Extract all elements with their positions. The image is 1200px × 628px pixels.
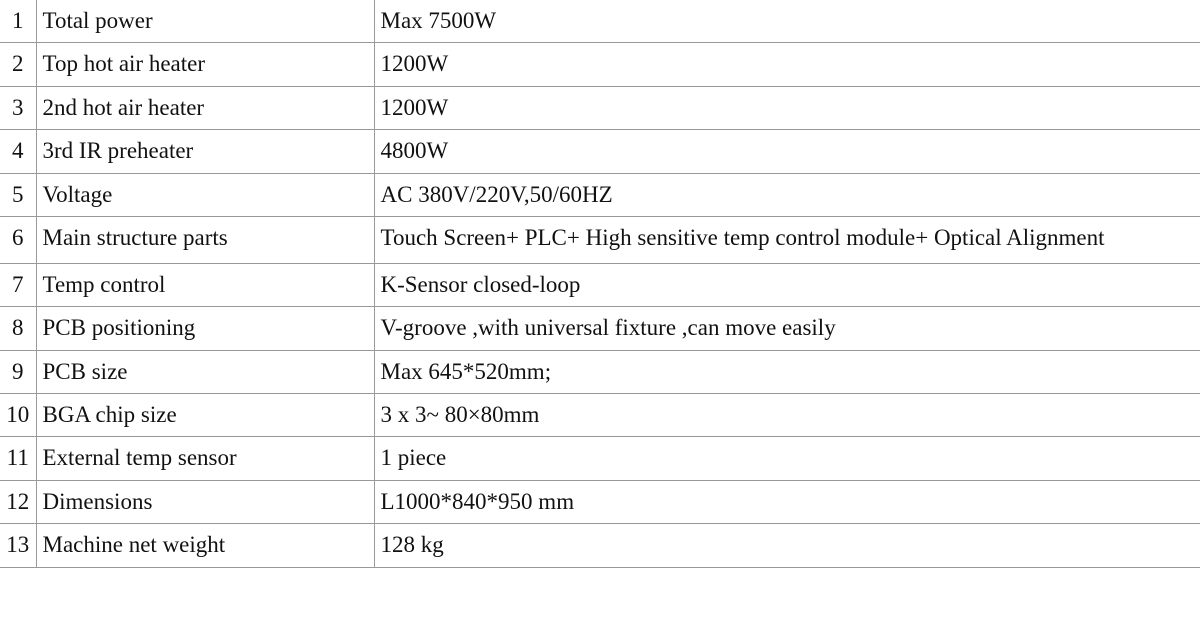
row-parameter: Temp control — [36, 263, 374, 306]
row-index: 13 — [0, 524, 36, 567]
row-value: 128 kg — [374, 524, 1200, 567]
row-value: 1200W — [374, 43, 1200, 86]
row-value: 1200W — [374, 86, 1200, 129]
row-parameter: Machine net weight — [36, 524, 374, 567]
table-row — [0, 437, 1200, 480]
row-value: 4800W — [374, 130, 1200, 173]
table-row — [0, 217, 1200, 263]
row-value: 3 x 3~ 80×80mm — [374, 393, 1200, 436]
table-row — [0, 393, 1200, 436]
row-index: 5 — [0, 173, 36, 216]
row-parameter: Total power — [36, 0, 374, 43]
row-index: 4 — [0, 130, 36, 173]
table-row — [0, 524, 1200, 567]
row-parameter: 3rd IR preheater — [36, 130, 374, 173]
row-parameter: BGA chip size — [36, 393, 374, 436]
row-parameter: 2nd hot air heater — [36, 86, 374, 129]
row-index: 3 — [0, 86, 36, 129]
row-value: Max 7500W — [374, 0, 1200, 43]
table-row — [0, 173, 1200, 216]
row-index: 12 — [0, 480, 36, 523]
row-index: 8 — [0, 307, 36, 350]
row-value: Touch Screen+ PLC+ High sensitive temp control module+ Optical Alignment — [374, 217, 1200, 263]
row-value: 1 piece — [374, 437, 1200, 480]
table-row — [0, 350, 1200, 393]
row-index: 2 — [0, 43, 36, 86]
table-row — [0, 43, 1200, 86]
row-index: 9 — [0, 350, 36, 393]
table-row — [0, 86, 1200, 129]
row-value: AC 380V/220V,50/60HZ — [374, 173, 1200, 216]
row-value: Max 645*520mm; — [374, 350, 1200, 393]
row-parameter: External temp sensor — [36, 437, 374, 480]
row-parameter: Dimensions — [36, 480, 374, 523]
row-parameter: Main structure parts — [36, 217, 374, 263]
row-value: K-Sensor closed-loop — [374, 263, 1200, 306]
table-row — [0, 0, 1200, 43]
row-index: 11 — [0, 437, 36, 480]
row-index: 7 — [0, 263, 36, 306]
table-row — [0, 130, 1200, 173]
row-parameter: Top hot air heater — [36, 43, 374, 86]
row-index: 1 — [0, 0, 36, 43]
table-row — [0, 263, 1200, 306]
row-value: V-groove ,with universal fixture ,can move easily — [374, 307, 1200, 350]
row-index: 10 — [0, 393, 36, 436]
row-value: L1000*840*950 mm — [374, 480, 1200, 523]
row-parameter: PCB size — [36, 350, 374, 393]
row-parameter: PCB positioning — [36, 307, 374, 350]
table-row — [0, 480, 1200, 523]
row-parameter: Voltage — [36, 173, 374, 216]
table-row — [0, 307, 1200, 350]
row-index: 6 — [0, 217, 36, 263]
